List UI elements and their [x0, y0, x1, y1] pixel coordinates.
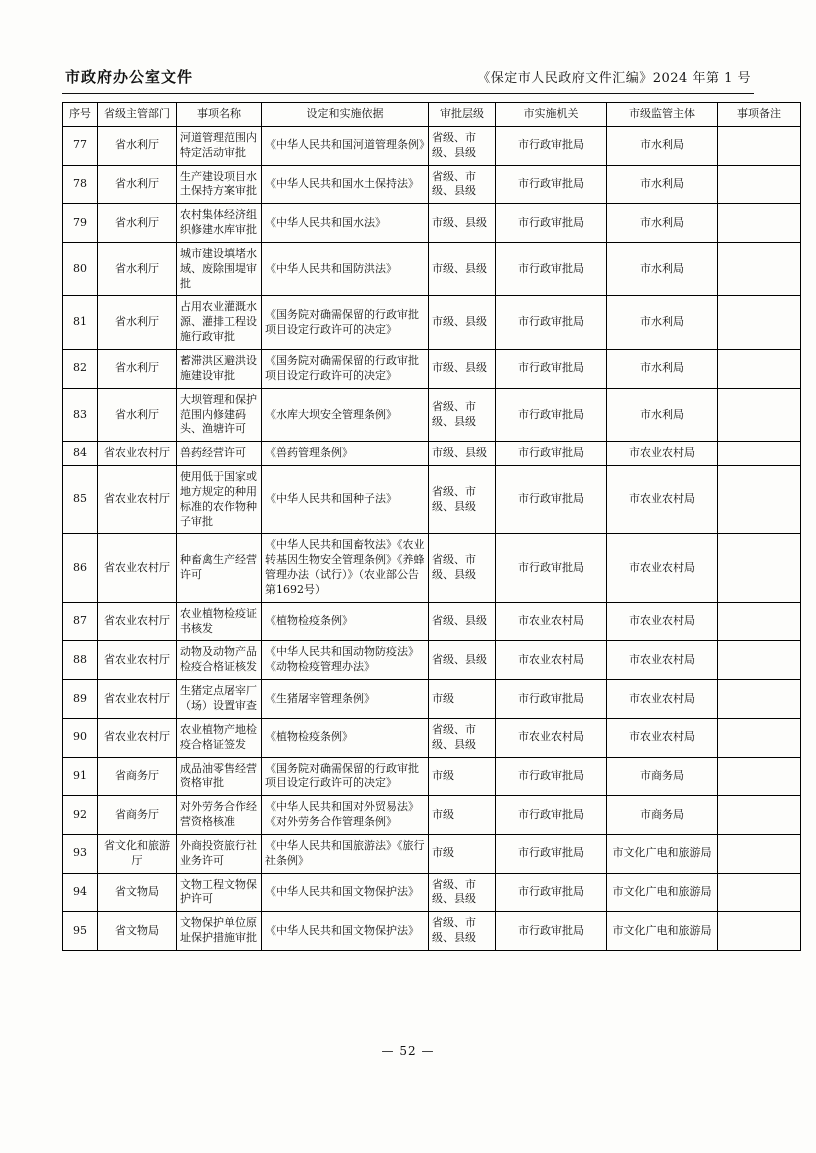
cell-basis: 《兽药管理条例》: [262, 442, 429, 466]
cell-item: 兽药经营许可: [177, 442, 262, 466]
cell-level: 省级、县级: [429, 641, 496, 680]
column-header-seq: 序号: [63, 103, 98, 127]
cell-dept: 省水利厅: [98, 349, 177, 388]
cell-level: 市级、县级: [429, 442, 496, 466]
cell-level: 市级、县级: [429, 349, 496, 388]
cell-dept: 省商务厅: [98, 796, 177, 835]
cell-basis: 《中华人民共和国畜牧法》《农业转基因生物安全管理条例》《养蜂管理办法（试行）》（农业部公告第1692号）: [262, 534, 429, 602]
cell-dept: 省农业农村厅: [98, 718, 177, 757]
cell-basis: 《植物检疫条例》: [262, 718, 429, 757]
cell-basis: 《中华人民共和国动物防疫法》《动物检疫管理办法》: [262, 641, 429, 680]
cell-seq: 83: [63, 388, 98, 442]
cell-basis: 《国务院对确需保留的行政审批项目设定行政许可的决定》: [262, 757, 429, 796]
cell-supervisor: 市文化广电和旅游局: [607, 912, 718, 951]
header-rule: [62, 93, 754, 94]
cell-note: [718, 204, 801, 243]
cell-note: [718, 718, 801, 757]
cell-supervisor: 市文化广电和旅游局: [607, 873, 718, 912]
cell-level: 省级、市级、县级: [429, 534, 496, 602]
cell-basis: 《中华人民共和国种子法》: [262, 466, 429, 534]
cell-org: 市行政审批局: [496, 757, 607, 796]
cell-dept: 省文化和旅游厅: [98, 834, 177, 873]
cell-level: 省级、市级、县级: [429, 873, 496, 912]
cell-dept: 省文物局: [98, 873, 177, 912]
cell-note: [718, 242, 801, 296]
cell-note: [718, 834, 801, 873]
cell-item: 外商投资旅行社业务许可: [177, 834, 262, 873]
cell-supervisor: 市农业农村局: [607, 602, 718, 641]
table-row: [63, 757, 801, 796]
cell-seq: 89: [63, 680, 98, 719]
cell-seq: 79: [63, 204, 98, 243]
cell-seq: 94: [63, 873, 98, 912]
column-header-org: 市实施机关: [496, 103, 607, 127]
cell-supervisor: 市文化广电和旅游局: [607, 834, 718, 873]
table-row: [63, 165, 801, 204]
cell-seq: 86: [63, 534, 98, 602]
cell-item: 农业植物产地检疫合格证签发: [177, 718, 262, 757]
cell-note: [718, 873, 801, 912]
cell-note: [718, 796, 801, 835]
cell-org: 市行政审批局: [496, 296, 607, 350]
cell-level: 市级: [429, 680, 496, 719]
cell-basis: 《中华人民共和国文物保护法》: [262, 873, 429, 912]
cell-dept: 省农业农村厅: [98, 602, 177, 641]
cell-note: [718, 534, 801, 602]
page-footer: [0, 1044, 816, 1058]
cell-seq: 93: [63, 834, 98, 873]
cell-basis: 《国务院对确需保留的行政审批项目设定行政许可的决定》: [262, 349, 429, 388]
cell-org: 市行政审批局: [496, 126, 607, 165]
cell-seq: 81: [63, 296, 98, 350]
column-header-level: 审批层级: [429, 103, 496, 127]
cell-org: 市行政审批局: [496, 873, 607, 912]
cell-seq: 90: [63, 718, 98, 757]
table-head: [63, 103, 801, 127]
document-title: 市政府办公室文件: [65, 68, 194, 86]
page-header: [62, 66, 754, 93]
table-row: [63, 602, 801, 641]
cell-item: 种畜禽生产经营许可: [177, 534, 262, 602]
cell-level: 省级、市级、县级: [429, 388, 496, 442]
cell-item: 对外劳务合作经营资格核准: [177, 796, 262, 835]
cell-item: 农村集体经济组织修建水库审批: [177, 204, 262, 243]
cell-basis: 《中华人民共和国水法》: [262, 204, 429, 243]
cell-basis: 《植物检疫条例》: [262, 602, 429, 641]
table-row: [63, 718, 801, 757]
cell-note: [718, 602, 801, 641]
cell-note: [718, 912, 801, 951]
cell-level: 省级、市级、县级: [429, 912, 496, 951]
cell-note: [718, 641, 801, 680]
cell-item: 使用低于国家或地方规定的种用标准的农作物种子审批: [177, 466, 262, 534]
cell-supervisor: 市水利局: [607, 242, 718, 296]
cell-dept: 省水利厅: [98, 242, 177, 296]
cell-item: 大坝管理和保护范围内修建码头、渔塘许可: [177, 388, 262, 442]
cell-org: 市行政审批局: [496, 466, 607, 534]
table-row: [63, 296, 801, 350]
page-number: — 52 —: [381, 1044, 435, 1058]
cell-note: [718, 757, 801, 796]
cell-supervisor: 市商务局: [607, 757, 718, 796]
cell-supervisor: 市农业农村局: [607, 680, 718, 719]
table-body: [63, 126, 801, 950]
table-row: [63, 242, 801, 296]
cell-seq: 95: [63, 912, 98, 951]
cell-org: 市农业农村局: [496, 718, 607, 757]
cell-org: 市行政审批局: [496, 242, 607, 296]
table-row: [63, 873, 801, 912]
document-source: 《保定市人民政府文件汇编》2024 年第 1 号: [477, 71, 751, 86]
cell-org: 市行政审批局: [496, 534, 607, 602]
table-row: [63, 442, 801, 466]
cell-seq: 82: [63, 349, 98, 388]
cell-org: 市行政审批局: [496, 912, 607, 951]
cell-basis: 《生猪屠宰管理条例》: [262, 680, 429, 719]
cell-item: 城市建设填堵水域、废除围堤审批: [177, 242, 262, 296]
cell-level: 市级: [429, 757, 496, 796]
cell-level: 省级、市级、县级: [429, 165, 496, 204]
table-row: [63, 796, 801, 835]
cell-org: 市行政审批局: [496, 796, 607, 835]
column-header-note: 事项备注: [718, 103, 801, 127]
cell-seq: 78: [63, 165, 98, 204]
cell-item: 河道管理范围内特定活动审批: [177, 126, 262, 165]
cell-basis: 《中华人民共和国河道管理条例》: [262, 126, 429, 165]
cell-basis: 《国务院对确需保留的行政审批项目设定行政许可的决定》: [262, 296, 429, 350]
cell-seq: 88: [63, 641, 98, 680]
table-row: [63, 126, 801, 165]
cell-dept: 省商务厅: [98, 757, 177, 796]
cell-supervisor: 市农业农村局: [607, 442, 718, 466]
cell-level: 省级、市级、县级: [429, 126, 496, 165]
table-row: [63, 680, 801, 719]
cell-level: 市级: [429, 796, 496, 835]
cell-note: [718, 165, 801, 204]
cell-note: [718, 388, 801, 442]
cell-note: [718, 680, 801, 719]
cell-item: 农业植物检疫证书核发: [177, 602, 262, 641]
cell-basis: 《中华人民共和国防洪法》: [262, 242, 429, 296]
cell-seq: 77: [63, 126, 98, 165]
cell-note: [718, 349, 801, 388]
cell-item: 生猪定点屠宰厂（场）设置审查: [177, 680, 262, 719]
cell-level: 市级: [429, 834, 496, 873]
column-header-supervisor: 市级监管主体: [607, 103, 718, 127]
cell-dept: 省水利厅: [98, 296, 177, 350]
cell-item: 蓄滞洪区避洪设施建设审批: [177, 349, 262, 388]
table-row: [63, 834, 801, 873]
cell-item: 动物及动物产品检疫合格证核发: [177, 641, 262, 680]
cell-level: 省级、市级、县级: [429, 718, 496, 757]
cell-org: 市农业农村局: [496, 602, 607, 641]
table-row: [63, 466, 801, 534]
cell-note: [718, 442, 801, 466]
cell-item: 成品油零售经营资格审批: [177, 757, 262, 796]
cell-seq: 84: [63, 442, 98, 466]
cell-supervisor: 市水利局: [607, 349, 718, 388]
column-header-dept: 省级主管部门: [98, 103, 177, 127]
cell-org: 市行政审批局: [496, 349, 607, 388]
cell-supervisor: 市农业农村局: [607, 641, 718, 680]
cell-supervisor: 市水利局: [607, 388, 718, 442]
cell-item: 生产建设项目水土保持方案审批: [177, 165, 262, 204]
cell-dept: 省水利厅: [98, 204, 177, 243]
cell-level: 市级、县级: [429, 242, 496, 296]
cell-supervisor: 市水利局: [607, 204, 718, 243]
table-row: [63, 912, 801, 951]
page-content: [62, 66, 781, 951]
cell-supervisor: 市农业农村局: [607, 718, 718, 757]
column-header-basis: 设定和实施依据: [262, 103, 429, 127]
cell-note: [718, 126, 801, 165]
cell-supervisor: 市水利局: [607, 296, 718, 350]
approval-items-table: [62, 102, 801, 951]
cell-item: 占用农业灌溉水源、灌排工程设施行政审批: [177, 296, 262, 350]
table-row: [63, 534, 801, 602]
table-row: [63, 204, 801, 243]
cell-level: 市级、县级: [429, 204, 496, 243]
table-row: [63, 641, 801, 680]
cell-org: 市行政审批局: [496, 204, 607, 243]
cell-level: 省级、市级、县级: [429, 466, 496, 534]
cell-note: [718, 466, 801, 534]
cell-supervisor: 市商务局: [607, 796, 718, 835]
cell-item: 文物工程文物保护许可: [177, 873, 262, 912]
cell-supervisor: 市农业农村局: [607, 534, 718, 602]
cell-basis: 《水库大坝安全管理条例》: [262, 388, 429, 442]
cell-org: 市行政审批局: [496, 680, 607, 719]
cell-item: 文物保护单位原址保护措施审批: [177, 912, 262, 951]
cell-dept: 省农业农村厅: [98, 641, 177, 680]
cell-dept: 省文物局: [98, 912, 177, 951]
cell-org: 市行政审批局: [496, 165, 607, 204]
column-header-item: 事项名称: [177, 103, 262, 127]
cell-seq: 87: [63, 602, 98, 641]
cell-level: 省级、县级: [429, 602, 496, 641]
cell-note: [718, 296, 801, 350]
cell-dept: 省农业农村厅: [98, 466, 177, 534]
table-row: [63, 349, 801, 388]
cell-org: 市行政审批局: [496, 388, 607, 442]
cell-seq: 92: [63, 796, 98, 835]
cell-basis: 《中华人民共和国旅游法》《旅行社条例》: [262, 834, 429, 873]
cell-basis: 《中华人民共和国对外贸易法》《对外劳务合作管理条例》: [262, 796, 429, 835]
cell-org: 市行政审批局: [496, 834, 607, 873]
cell-dept: 省农业农村厅: [98, 680, 177, 719]
cell-org: 市农业农村局: [496, 641, 607, 680]
cell-org: 市行政审批局: [496, 442, 607, 466]
table-row: [63, 388, 801, 442]
cell-dept: 省农业农村厅: [98, 442, 177, 466]
cell-basis: 《中华人民共和国文物保护法》: [262, 912, 429, 951]
cell-seq: 80: [63, 242, 98, 296]
cell-basis: 《中华人民共和国水土保持法》: [262, 165, 429, 204]
table-header-row: [63, 103, 801, 127]
cell-dept: 省农业农村厅: [98, 534, 177, 602]
cell-supervisor: 市水利局: [607, 165, 718, 204]
cell-dept: 省水利厅: [98, 126, 177, 165]
cell-seq: 85: [63, 466, 98, 534]
cell-supervisor: 市水利局: [607, 126, 718, 165]
cell-level: 市级、县级: [429, 296, 496, 350]
cell-seq: 91: [63, 757, 98, 796]
cell-dept: 省水利厅: [98, 165, 177, 204]
cell-dept: 省水利厅: [98, 388, 177, 442]
cell-supervisor: 市农业农村局: [607, 466, 718, 534]
